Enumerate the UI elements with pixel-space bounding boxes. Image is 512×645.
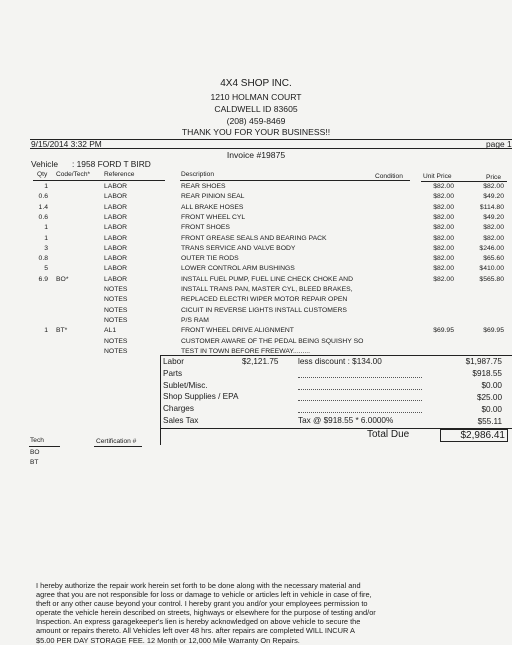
description-cell: REAR PINION SEAL — [181, 193, 245, 201]
unit-price-cell: $82.00 — [433, 234, 454, 242]
certification-label: Certification # — [96, 438, 137, 445]
col-code: Code/Tech* — [56, 171, 91, 178]
description-cell: CUSTOMER AWARE OF THE PEDAL BEING SQUISHY SO — [181, 337, 364, 345]
code-cell: BO* — [56, 275, 69, 283]
price-cell: $82.00 — [483, 224, 504, 232]
page-number: page 1 — [486, 139, 512, 149]
unit-price-cell: $82.00 — [433, 244, 454, 252]
reference-cell: NOTES — [104, 337, 128, 345]
reference-cell: LABOR — [104, 193, 128, 201]
divider — [160, 355, 512, 356]
disclaimer-line: amount or repairs thereto. All Vehicles left over 48 hrs. after repairs are completed WILL INCUR A — [36, 626, 355, 636]
code-cell: BT* — [56, 327, 68, 335]
reference-cell: NOTES — [104, 316, 128, 324]
price-cell: $246.00 — [479, 244, 504, 252]
thank-you-message: THANK YOU FOR YOUR BUSINESS!! — [181, 127, 331, 137]
supplies-label: Shop Supplies / EPA — [163, 392, 239, 401]
col-reference: Reference — [104, 171, 135, 178]
divider — [421, 181, 507, 182]
unit-price-cell: $82.00 — [433, 255, 454, 263]
reference-cell: LABOR — [104, 234, 128, 242]
total-due-value: $2,986.41 — [440, 429, 508, 442]
col-qty: Qty — [37, 171, 48, 178]
description-cell: FRONT SHOES — [181, 224, 230, 232]
labor-discount: less discount : $134.00 — [298, 357, 382, 366]
reference-cell: LABOR — [104, 213, 128, 221]
unit-price-cell: $82.00 — [433, 183, 454, 190]
reference-cell: NOTES — [104, 347, 128, 355]
shop-address: 1210 HOLMAN COURT — [210, 92, 302, 102]
description-cell: OUTER TIE RODS — [181, 255, 239, 263]
unit-price-cell: $82.00 — [433, 275, 454, 283]
description-cell: FRONT WHEEL DRIVE ALIGNMENT — [181, 327, 294, 335]
vehicle-value: : 1958 FORD T BIRD — [72, 159, 151, 169]
description-cell: REPLACED ELECTRI WIPER MOTOR REPAIR OPEN — [181, 296, 348, 304]
qty-cell: 1 — [44, 234, 48, 242]
description-cell: TRANS SERVICE AND VALVE BODY — [181, 244, 296, 252]
divider — [30, 148, 512, 149]
reference-cell: AL1 — [104, 327, 117, 335]
shop-name: 4X4 SHOP INC. — [220, 78, 292, 89]
reference-cell: LABOR — [104, 265, 128, 273]
description-cell: FRONT GREASE SEALS AND BEARING PACK — [181, 234, 327, 242]
description-cell: ALL BRAKE HOSES — [181, 203, 244, 211]
disclaimer-line: theft or any other cause beyond your control. I hereby grant you and/or your employees permission to — [36, 599, 368, 609]
tax-label: Sales Tax — [163, 416, 199, 425]
labor-amount: $2,121.75 — [242, 357, 279, 366]
reference-cell: LABOR — [104, 244, 128, 252]
supplies-total: $25.00 — [476, 393, 502, 402]
unit-price-cell: $82.00 — [433, 213, 454, 221]
price-cell: $49.20 — [483, 193, 504, 201]
qty-cell: 6.9 — [38, 275, 48, 283]
tech-code: BO — [30, 449, 40, 456]
price-cell: $565.80 — [479, 275, 504, 283]
divider — [33, 180, 165, 181]
labor-total: $1,987.75 — [465, 357, 502, 366]
charges-total: $0.00 — [481, 405, 502, 414]
qty-cell: 0.8 — [38, 255, 48, 263]
reference-cell: NOTES — [104, 296, 128, 304]
tax-calc: Tax @ $918.55 * 6.0000% — [298, 416, 394, 425]
invoice-datetime: 9/15/2014 3:32 PM — [31, 139, 102, 149]
col-description: Description — [181, 171, 214, 178]
price-cell: $82.00 — [483, 183, 504, 190]
price-cell: $69.95 — [483, 327, 504, 335]
unit-price-cell: $82.00 — [433, 203, 454, 211]
summary-border — [160, 355, 161, 445]
description-cell: LOWER CONTROL ARM BUSHINGS — [181, 265, 295, 273]
disclaimer-line: I hereby authorize the repair work herein set forth to be done along with the necessary material and — [36, 581, 361, 590]
reference-cell: NOTES — [104, 286, 128, 293]
sublet-label: Sublet/Misc. — [163, 381, 208, 390]
tech-label: Tech — [30, 437, 44, 444]
qty-cell: 1 — [44, 224, 48, 232]
col-price: Price — [486, 174, 502, 181]
unit-price-cell: $82.00 — [433, 224, 454, 232]
description-cell: P/S RAM — [181, 316, 209, 324]
disclaimer-line: operate the vehicle herein described on streets, highways or elsewhere for the purpose of testing and/or — [36, 608, 376, 618]
reference-cell: LABOR — [104, 275, 128, 283]
divider — [180, 180, 410, 181]
divider — [94, 446, 142, 447]
qty-cell: 0.6 — [38, 213, 48, 221]
price-cell: $82.00 — [483, 234, 504, 242]
invoice-number: Invoice #19875 — [226, 150, 286, 160]
divider — [29, 446, 60, 447]
dotted-leader — [298, 400, 422, 401]
description-cell: FRONT WHEEL CYL — [181, 213, 246, 221]
description-cell: INSTALL FUEL PUMP, FUEL LINE CHECK CHOKE AND — [181, 275, 353, 283]
price-cell: $114.80 — [479, 203, 504, 211]
reference-cell: LABOR — [104, 183, 128, 190]
total-due-label: Total Due — [367, 429, 410, 440]
price-cell: $65.60 — [483, 255, 504, 263]
dotted-leader — [298, 377, 422, 378]
unit-price-cell: $82.00 — [433, 265, 454, 273]
disclaimer-line: Inspection. An express garagekeeper's lien is hereby acknowledged on above vehicle to secure the — [36, 617, 361, 627]
dotted-leader — [298, 412, 422, 413]
shop-phone: (208) 459-8469 — [226, 116, 286, 126]
authorization-disclaimer — [36, 581, 486, 645]
labor-label: Labor — [163, 357, 184, 366]
parts-total: $918.55 — [472, 369, 502, 378]
disclaimer-line: $5.00 PER DAY STORAGE FEE. 12 Month or 12,000 Mile Warranty On Repairs. — [36, 635, 300, 645]
reference-cell: LABOR — [104, 203, 128, 211]
reference-cell: LABOR — [104, 224, 128, 232]
qty-cell: 1 — [44, 327, 48, 335]
shop-city: CALDWELL ID 83605 — [214, 104, 298, 114]
unit-price-cell: $82.00 — [433, 193, 454, 201]
qty-cell: 0.6 — [38, 193, 48, 201]
sublet-total: $0.00 — [481, 381, 502, 390]
reference-cell: LABOR — [104, 255, 128, 263]
col-condition: Condition — [375, 173, 403, 180]
disclaimer-line: agree that you are not responsible for loss or damage to vehicle or articles left in vehicle in case of fire, — [36, 590, 372, 600]
qty-cell: 1.4 — [38, 203, 48, 211]
dotted-leader — [298, 389, 422, 390]
vehicle-label: Vehicle — [31, 159, 59, 169]
price-cell: $49.20 — [483, 213, 504, 221]
unit-price-cell: $69.95 — [433, 327, 454, 335]
description-cell: CICUIT IN REVERSE LIGHTS INSTALL CUSTOMERS — [181, 306, 347, 314]
description-cell: INSTALL TRANS PAN, MASTER CYL, BLEED BRAKES, — [181, 286, 353, 293]
col-unit-price: Unit Price — [423, 173, 452, 180]
price-cell: $410.00 — [479, 265, 504, 273]
tech-code: BT — [30, 459, 39, 466]
qty-cell: 5 — [44, 265, 48, 273]
qty-cell: 1 — [44, 183, 48, 190]
qty-cell: 3 — [44, 244, 48, 252]
reference-cell: NOTES — [104, 306, 128, 314]
parts-label: Parts — [163, 369, 183, 378]
tax-total: $55.11 — [477, 417, 502, 426]
divider — [30, 139, 512, 140]
charges-label: Charges — [163, 404, 194, 413]
description-cell: REAR SHOES — [181, 183, 226, 190]
description-cell: TEST IN TOWN BEFORE FREEWAY......... — [181, 347, 311, 355]
